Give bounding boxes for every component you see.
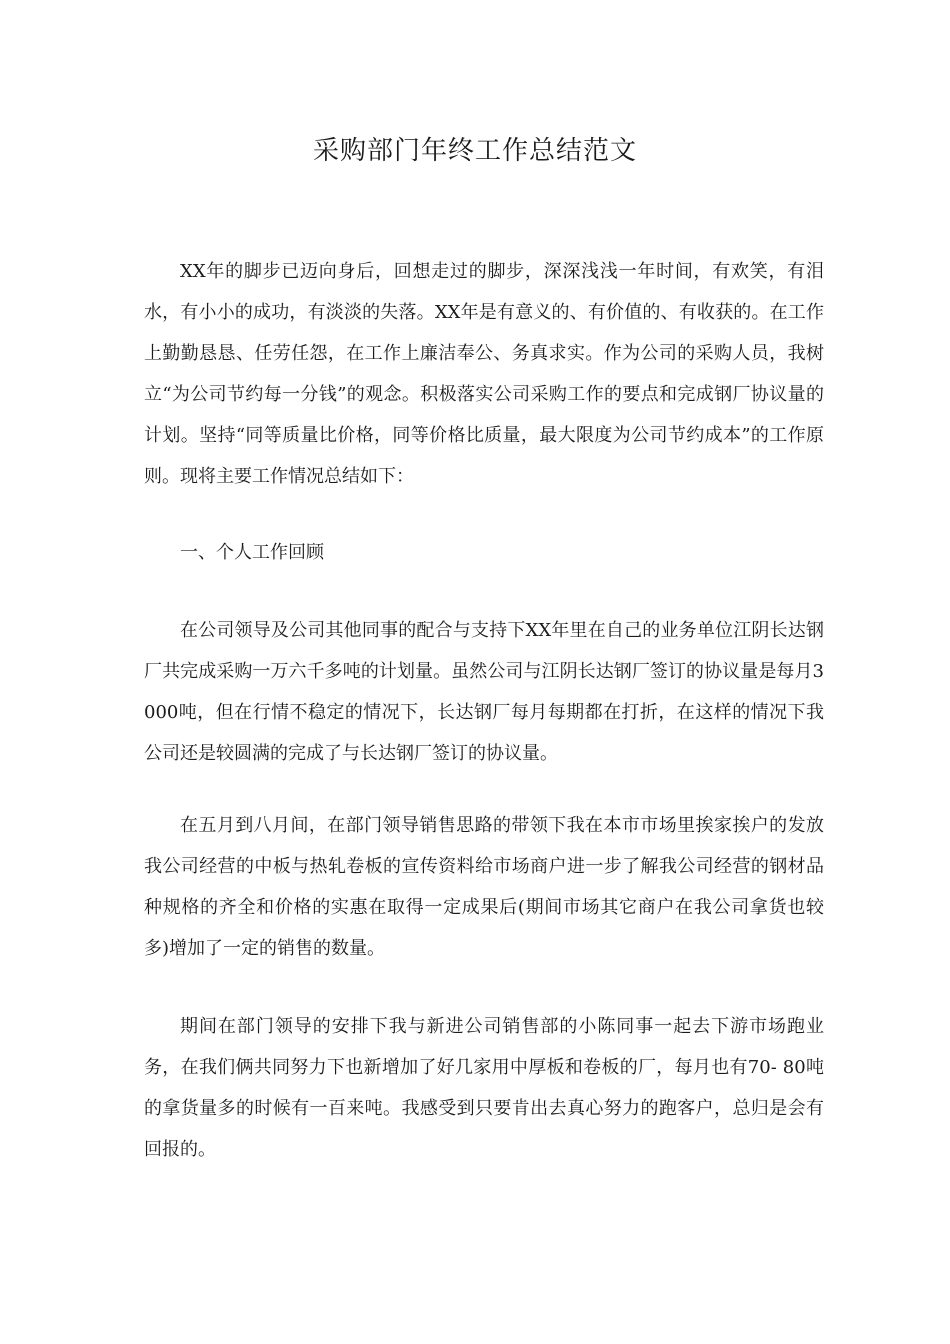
section-heading-personal-review: 一、个人工作回顾	[180, 542, 324, 563]
body-paragraph-downstream-market: 期间在部门领导的安排下我与新进公司销售部的小陈同事一起去下游市场跑业务，在我们俩共同努力下也新增加了好几家用中厚板和卷板的厂，每月也有70- 80吨的拿货量多的时候有一百来吨。我感受到只要肯出去真心努力的跑客户，总归是会有回报的。	[144, 1016, 824, 1160]
intro-paragraph: XX年的脚步已迈向身后，回想走过的脚步，深深浅浅一年时间，有欢笑，有泪水，有小小的成功，有淡淡的失落。XX年是有意义的、有价值的、有收获的。在工作上勤勤恳恳、任劳任怨，在工作上廉洁奉公、务真求实。作为公司的采购人员，我树立“为公司节约每一分钱”的观念。积极落实公司采购工作的要点和完成钢厂协议量的计划。坚持“同等质量比价格，同等价格比质量，最大限度为公司节约成本”的工作原则。现将主要工作情况总结如下：	[144, 261, 824, 487]
page-title: 采购部门年终工作总结范文	[312, 136, 637, 166]
body-paragraph-market-promotion: 在五月到八月间，在部门领导销售思路的带领下我在本市市场里挨家挨户的发放我公司经营的中板与热轧卷板的宣传资料给市场商户进一步了解我公司经营的钢材品种规格的齐全和价格的实惠在取得一定成果后(期间市场其它商户在我公司拿货也较多)增加了一定的销售的数量。	[144, 815, 824, 959]
body-paragraph-procurement: 在公司领导及公司其他同事的配合与支持下XX年里在自己的业务单位江阴长达钢厂共完成采购一万六千多吨的计划量。虽然公司与江阴长达钢厂签订的协议量是每月3000吨，但在行情不稳定的情况下，长达钢厂每月每期都在打折，在这样的情况下我公司还是较圆满的完成了与长达钢厂签订的协议量。	[144, 620, 824, 764]
